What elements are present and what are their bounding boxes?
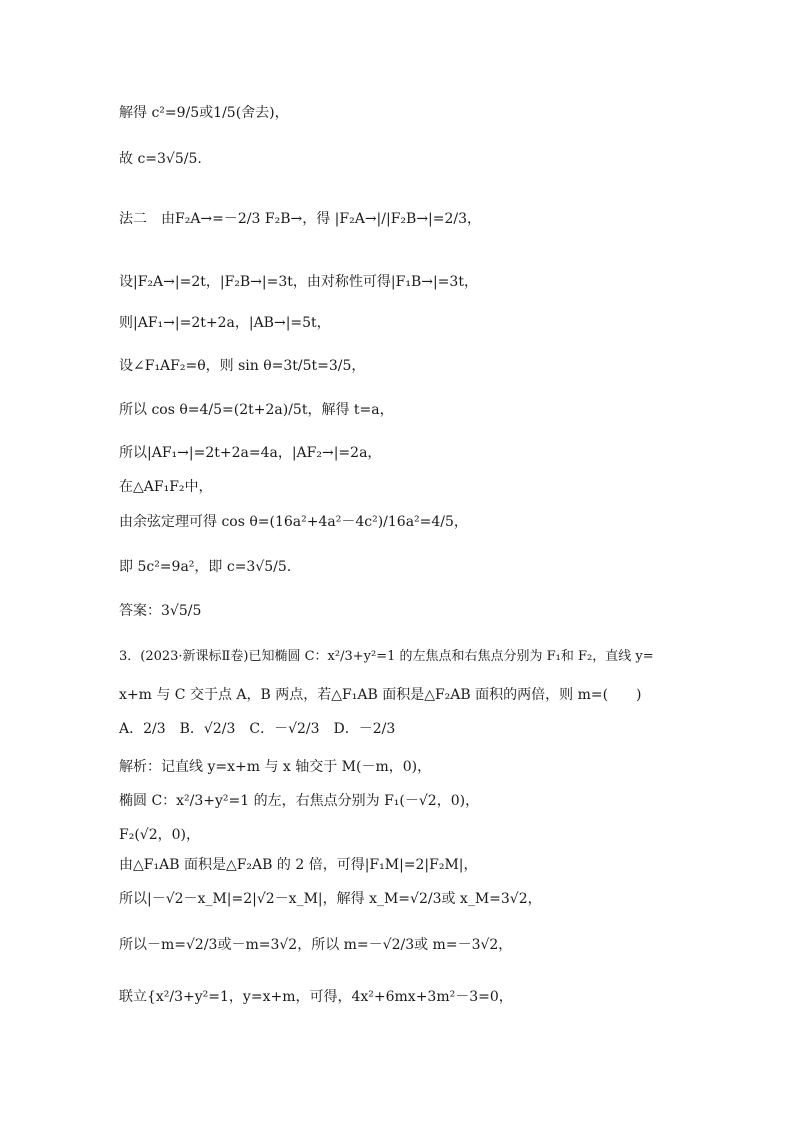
text-line: F₂(√2，0)， [119, 827, 200, 843]
question-line: x+m 与 C 交于点 A，B 两点，若△F₁AB 面积是△F₂AB 面积的两倍，则 m=( ) [119, 687, 642, 703]
text-line: 设∠F₁AF₂=θ，则 sin θ=3t/5t=3/5， [119, 358, 366, 374]
text-line: 椭圆 C：x²/3+y²=1 的左，右焦点分别为 F₁(－√2，0)， [119, 793, 480, 809]
text-line: 所以 cos θ=4/5=(2t+2a)/5t，解得 t=a， [119, 402, 394, 418]
text-line: 法二 由F₂A→=－2/3 F₂B→，得 |F₂A→|/|F₂B→|=2/3， [119, 211, 482, 227]
question-line: 3．(2023·新课标Ⅱ卷)已知椭圆 C：x²/3+y²=1 的左焦点和右焦点分别为 F₁和 F₂，直线 y= [119, 649, 654, 664]
answer-options: A．2/3 B．√2/3 C．－√2/3 D．－2/3 [119, 721, 396, 737]
text-line: 故 c=3√5/5. [119, 151, 202, 167]
answer-line: 答案：3√5/5 [119, 603, 202, 619]
text-line: 由余弦定理可得 cos θ=(16a²+4a²－4c²)/16a²=4/5， [119, 514, 468, 530]
text-line: 则|AF₁→|=2t+2a，|AB→|=5t， [119, 315, 331, 331]
text-line: 所以－m=√2/3或－m=3√2，所以 m=－√2/3或 m=－3√2， [119, 937, 513, 953]
text-line: 设|F₂A→|=2t，|F₂B→|=3t，由对称性可得|F₁B→|=3t， [119, 274, 478, 290]
text-line: 解得 c²=9/5或1/5(舍去)， [119, 105, 289, 121]
text-line: 即 5c²=9a²，即 c=3√5/5. [119, 559, 292, 575]
text-line: 解析：记直线 y=x+m 与 x 轴交于 M(－m，0)， [119, 759, 432, 775]
text-line: 所以|－√2－x_M|=2|√2－x_M|，解得 x_M=√2/3或 x_M=3√2， [119, 891, 542, 907]
text-line: 所以|AF₁→|=2t+2a=4a，|AF₂→|=2a， [119, 445, 382, 461]
text-line: 由△F₁AB 面积是△F₂AB 的 2 倍，可得|F₁M|=2|F₂M|， [119, 857, 478, 873]
text-line: 联立{x²/3+y²=1，y=x+m，可得，4x²+6mx+3m²－3=0， [119, 989, 513, 1005]
text-line: 在△AF₁F₂中， [119, 479, 213, 495]
